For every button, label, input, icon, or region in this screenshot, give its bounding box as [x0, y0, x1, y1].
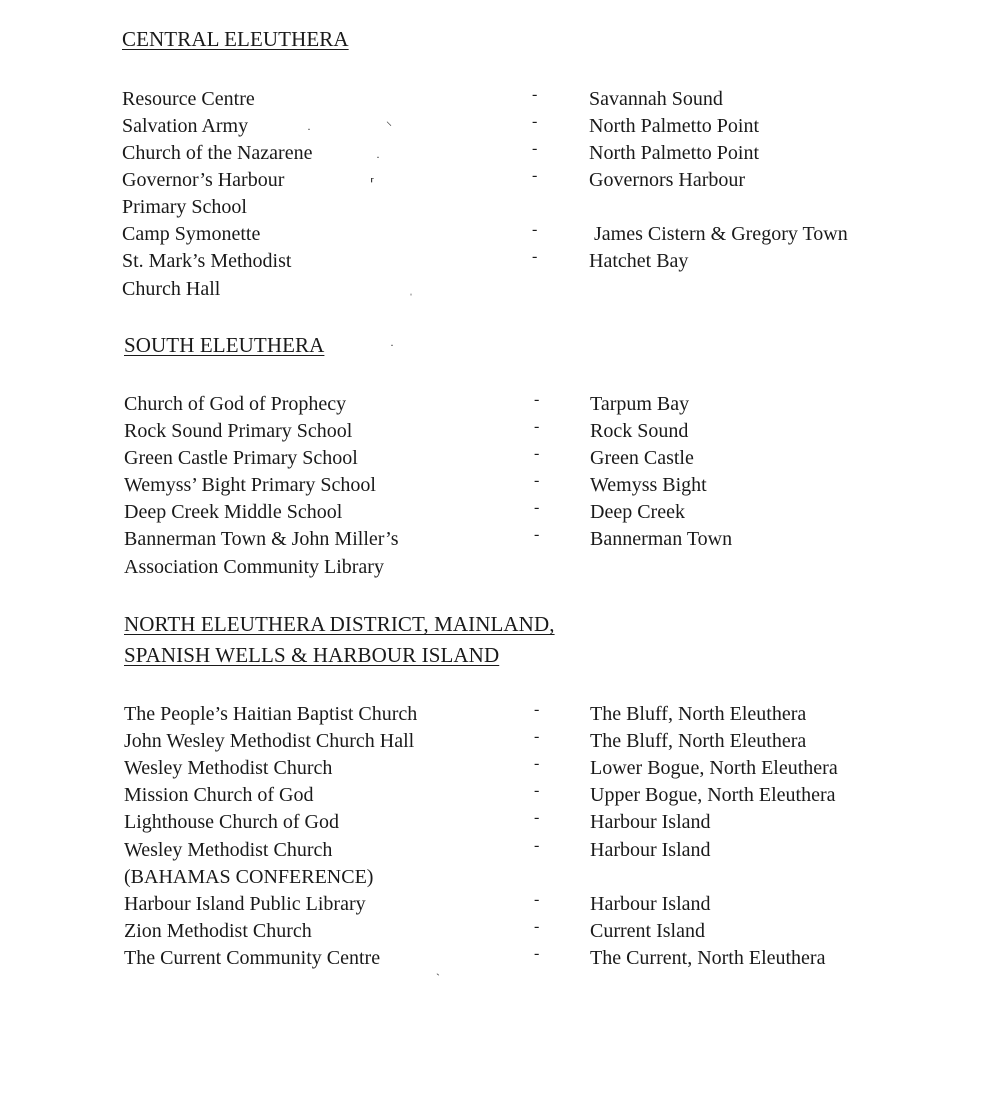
- separator-dash: -: [534, 945, 540, 962]
- scan-speck: ⸜: [386, 114, 393, 128]
- site-name: St. Mark’s Methodist: [122, 250, 292, 272]
- site-name: Salvation Army: [122, 115, 249, 137]
- site-location: Upper Bogue, North Eleuthera: [590, 784, 836, 806]
- site-name: Wemyss’ Bight Primary School: [124, 474, 376, 496]
- site-name: Wesley Methodist Church: [124, 757, 333, 779]
- site-location: Wemyss Bight: [590, 474, 707, 496]
- site-name: Camp Symonette: [122, 223, 261, 245]
- scan-speck: ⸢: [370, 176, 375, 190]
- site-name: Primary School: [122, 196, 247, 218]
- section-heading-central: CENTRAL ELEUTHERA: [122, 27, 349, 51]
- separator-dash: -: [534, 472, 540, 489]
- site-name: (BAHAMAS CONFERENCE): [124, 866, 374, 888]
- site-location: Harbour Island: [590, 893, 711, 915]
- separator-dash: -: [534, 809, 540, 826]
- separator-dash: -: [534, 526, 540, 543]
- separator-dash: -: [534, 918, 540, 935]
- separator-dash: -: [534, 499, 540, 516]
- separator-dash: -: [532, 113, 538, 130]
- site-location: The Current, North Eleuthera: [590, 947, 826, 969]
- site-name: Governor’s Harbour: [122, 169, 285, 191]
- site-name: Lighthouse Church of God: [124, 811, 339, 833]
- scan-speck: ·: [307, 122, 311, 136]
- site-name: Bannerman Town & John Miller’s: [124, 528, 399, 550]
- site-location: Harbour Island: [590, 839, 711, 861]
- separator-dash: -: [534, 891, 540, 908]
- site-name: The People’s Haitian Baptist Church: [124, 703, 418, 725]
- site-name: Rock Sound Primary School: [124, 420, 353, 442]
- site-location: The Bluff, North Eleuthera: [590, 730, 807, 752]
- site-location: Harbour Island: [590, 811, 711, 833]
- separator-dash: -: [534, 837, 540, 854]
- site-name: Mission Church of God: [124, 784, 314, 806]
- site-name: Resource Centre: [122, 88, 255, 110]
- site-location: North Palmetto Point: [589, 115, 759, 137]
- separator-dash: -: [532, 86, 538, 103]
- separator-dash: -: [532, 221, 538, 238]
- site-name: The Current Community Centre: [124, 947, 381, 969]
- site-location: Savannah Sound: [589, 88, 723, 110]
- site-name: Church of the Nazarene: [122, 142, 313, 164]
- site-location: Lower Bogue, North Eleuthera: [590, 757, 838, 779]
- site-location: Governors Harbour: [589, 169, 746, 191]
- separator-dash: -: [534, 445, 540, 462]
- separator-dash: -: [534, 391, 540, 408]
- site-location: The Bluff, North Eleuthera: [590, 703, 807, 725]
- section-heading-north-line1: NORTH ELEUTHERA DISTRICT, MAINLAND,: [124, 612, 555, 636]
- scan-speck: ·: [376, 150, 380, 164]
- site-location: Tarpum Bay: [590, 393, 690, 415]
- separator-dash: -: [534, 418, 540, 435]
- site-name: Deep Creek Middle School: [124, 501, 343, 523]
- separator-dash: -: [532, 248, 538, 265]
- section-heading-north-line2: SPANISH WELLS & HARBOUR ISLAND: [124, 643, 500, 667]
- site-location: James Cistern & Gregory Town: [594, 223, 848, 245]
- site-location: North Palmetto Point: [589, 142, 759, 164]
- scan-speck: ˌ: [409, 282, 413, 296]
- site-location: Deep Creek: [590, 501, 685, 523]
- site-location: Hatchet Bay: [589, 250, 689, 272]
- site-location: Current Island: [590, 920, 705, 942]
- separator-dash: -: [532, 167, 538, 184]
- site-name: Green Castle Primary School: [124, 447, 358, 469]
- section-heading-south: SOUTH ELEUTHERA: [124, 333, 325, 357]
- scan-speck: ·: [390, 338, 394, 352]
- site-name: Church of God of Prophecy: [124, 393, 347, 415]
- separator-dash: -: [534, 755, 540, 772]
- site-location: Green Castle: [590, 447, 694, 469]
- separator-dash: -: [534, 701, 540, 718]
- site-location: Bannerman Town: [590, 528, 733, 550]
- site-name: Association Community Library: [124, 556, 384, 578]
- scan-speck: ˏ: [436, 962, 440, 976]
- site-location: Rock Sound: [590, 420, 689, 442]
- separator-dash: -: [532, 140, 538, 157]
- site-name: Church Hall: [122, 278, 221, 300]
- site-name: Zion Methodist Church: [124, 920, 312, 942]
- separator-dash: -: [534, 782, 540, 799]
- site-name: Harbour Island Public Library: [124, 893, 366, 915]
- separator-dash: -: [534, 728, 540, 745]
- site-name: John Wesley Methodist Church Hall: [124, 730, 415, 752]
- site-name: Wesley Methodist Church: [124, 839, 333, 861]
